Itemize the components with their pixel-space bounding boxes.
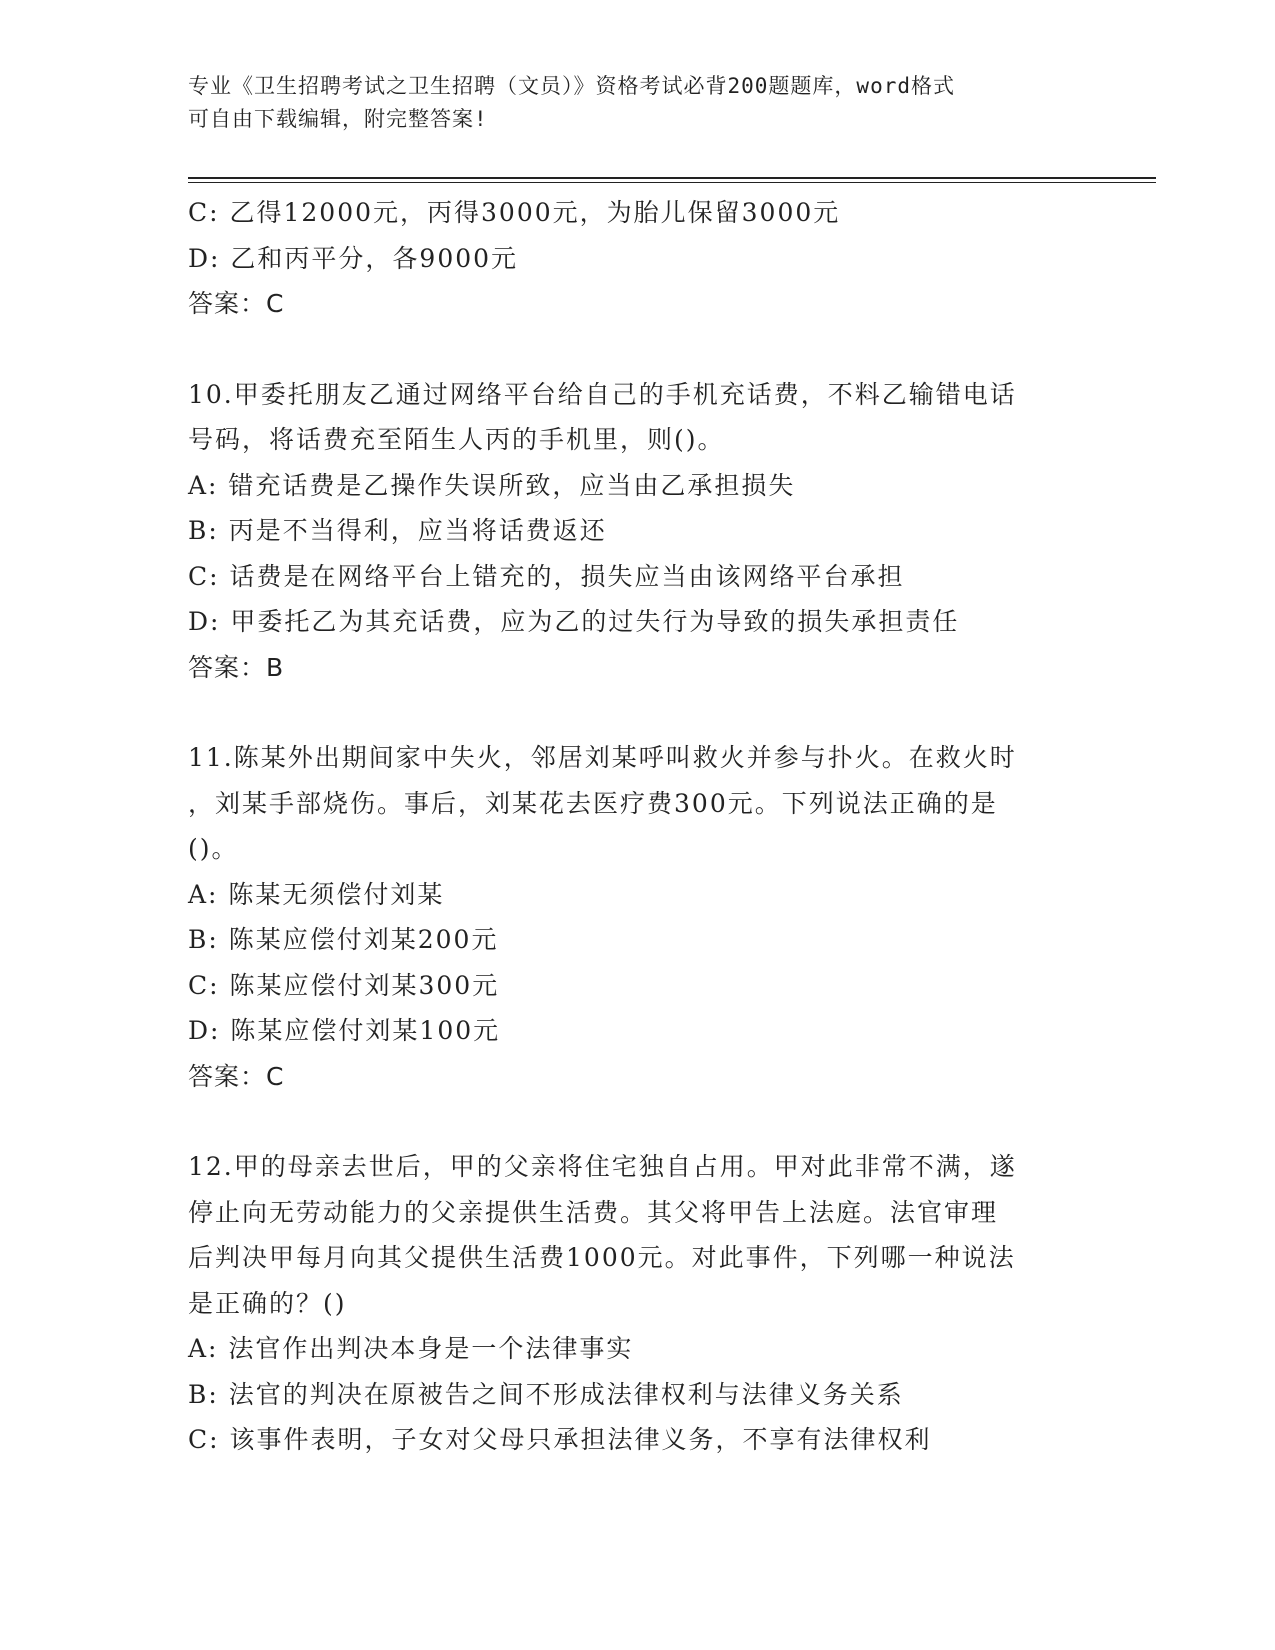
- header-line-2: 可自由下载编辑，附完整答案!: [188, 107, 488, 131]
- page-header: [188, 70, 1088, 136]
- option-c: C: 话费是在网络平台上错充的，损失应当由该网络平台承担: [188, 561, 905, 591]
- question-stem: 10.甲委托朋友乙通过网络平台给自己的手机充话费，不料乙输错电话: [188, 379, 1017, 409]
- option-d: D: 甲委托乙为其充话费，应为乙的过失行为导致的损失承担责任: [188, 607, 960, 636]
- question-stem: 号码，将话费充至陌生人丙的手机里，则()。: [188, 425, 725, 454]
- question-10: [188, 372, 1078, 691]
- option-a: A: 陈某无须偿付刘某: [188, 879, 445, 909]
- question-stem: ，刘某手部烧伤。事后，刘某花去医疗费300元。下列说法正确的是: [188, 788, 998, 818]
- header-rule-thick: [188, 177, 1156, 179]
- question-12: [188, 1144, 1078, 1463]
- question-stem: 停止向无劳动能力的父亲提供生活费。其父将甲告上法庭。法官审理: [188, 1197, 999, 1227]
- document-body: [188, 190, 1078, 1463]
- option-d: D: 陈某应偿付刘某100元: [188, 1016, 501, 1045]
- header-line-1: 专业《卫生招聘考试之卫生招聘（文员）》资格考试必背200题题库，word格式: [188, 74, 955, 98]
- question-11: [188, 735, 1078, 1099]
- header-rule-thin: [188, 182, 1156, 183]
- question-stem: 是正确的？(): [188, 1288, 347, 1318]
- answer: 答案：C: [188, 1061, 285, 1091]
- question-9: [188, 190, 1078, 327]
- option-a: A: 错充话费是乙操作失误所致，应当由乙承担损失: [188, 470, 796, 500]
- option-b: B: 陈某应偿付刘某200元: [188, 925, 499, 954]
- option-c: C: 陈某应偿付刘某300元: [188, 970, 500, 1000]
- answer: 答案：B: [188, 652, 285, 682]
- question-stem: ()。: [188, 834, 239, 863]
- option-b: B: 丙是不当得利，应当将话费返还: [188, 516, 607, 545]
- question-stem: 11.陈某外出期间家中失火，邻居刘某呼叫救火并参与扑火。在救火时: [188, 743, 1017, 772]
- option-a: A: 法官作出判决本身是一个法律事实: [188, 1334, 634, 1363]
- option-b: B: 法官的判决在原被告之间不形成法律权利与法律义务关系: [188, 1379, 904, 1409]
- option-d: D: 乙和丙平分，各9000元: [188, 243, 519, 273]
- question-stem: 后判决甲每月向其父提供生活费1000元。对此事件，下列哪一种说法: [188, 1243, 1016, 1272]
- answer: 答案：C: [188, 289, 285, 318]
- option-c: C: 乙得12000元，丙得3000元，为胎儿保留3000元: [188, 198, 841, 227]
- question-stem: 12.甲的母亲去世后，甲的父亲将住宅独自占用。甲对此非常不满，遂: [188, 1152, 1017, 1181]
- option-c: C: 该事件表明，子女对父母只承担法律义务，不享有法律权利: [188, 1425, 932, 1454]
